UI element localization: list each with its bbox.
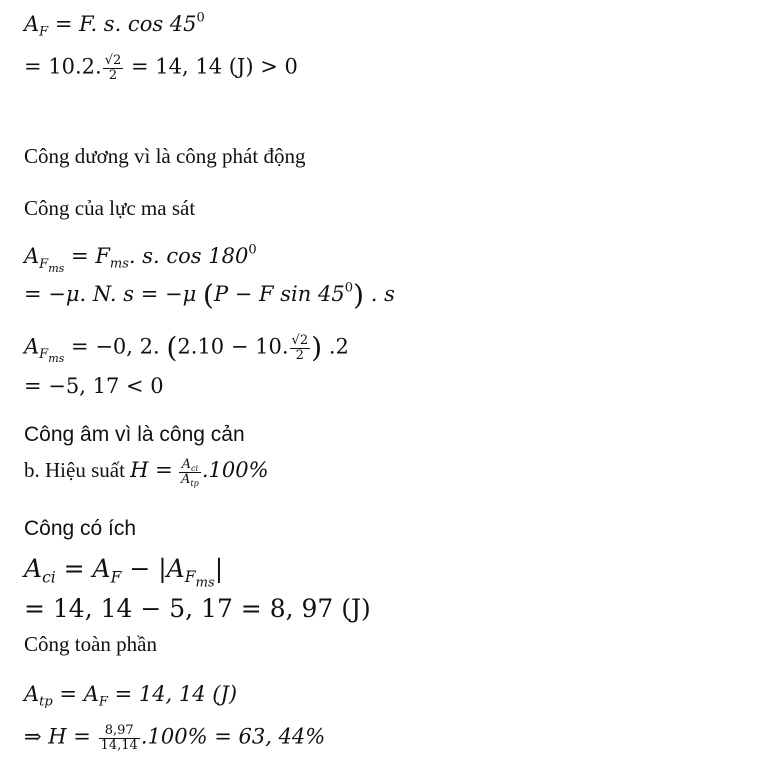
friction-work-definition: $A_{F_{ms}} = F_{ms}$. s. $\cos 180^0$ [24, 242, 257, 275]
sqrt2-over-2-fraction: $\frac{√2}{2}$ [104, 53, 122, 83]
useful-work-formula: $A_{ci} = A_F - |A_{F_{ms}}|$ [24, 554, 224, 592]
work-force-calculation: = 10.2. $\frac{√2}{2}$ = 14, 14 (J) > 0 [24, 53, 298, 83]
work-force-definition: $A_F = F$. s. $\cos 45^0$ [24, 10, 205, 40]
friction-work-expansion: = −μ. N. s = −μ (P − F $\sin 45^0$) . s [24, 278, 395, 312]
friction-work-result: = −5, 17 < 0 [24, 374, 164, 398]
heading-useful-work: Công có ích [24, 517, 137, 540]
heading-friction-work: Công của lực ma sát [24, 196, 196, 220]
friction-work-numeric: $A_{F_{ms}} = -0$, 2. (2.10 − 10. $\frac{√2}{2}$ ) .2 [24, 331, 349, 366]
total-work-formula: $A_{tp} = A_F = 14$, 14 (J) [24, 682, 238, 710]
efficiency-formula: b. Hiệu suất H = $\frac{A_{ci}}{A_{tp}}$ .100% [24, 457, 269, 488]
final-efficiency: ⇒ H = $\frac{8,97}{14,14}$ .100% = 63, 44% [24, 723, 326, 753]
note-positive-work: Công dương vì là công phát động [24, 144, 306, 168]
note-negative-work: Công âm vì là công cản [24, 423, 245, 446]
final-fraction: $\frac{8,97}{14,14}$ [100, 723, 138, 753]
useful-work-result: = 14, 14 − 5, 17 = 8, 97 (J) [24, 594, 371, 623]
heading-total-work: Công toàn phần [24, 632, 157, 656]
sqrt2-over-2-fraction: $\frac{√2}{2}$ [291, 333, 309, 363]
efficiency-fraction: $\frac{A_{ci}}{A_{tp}}$ [181, 457, 199, 488]
